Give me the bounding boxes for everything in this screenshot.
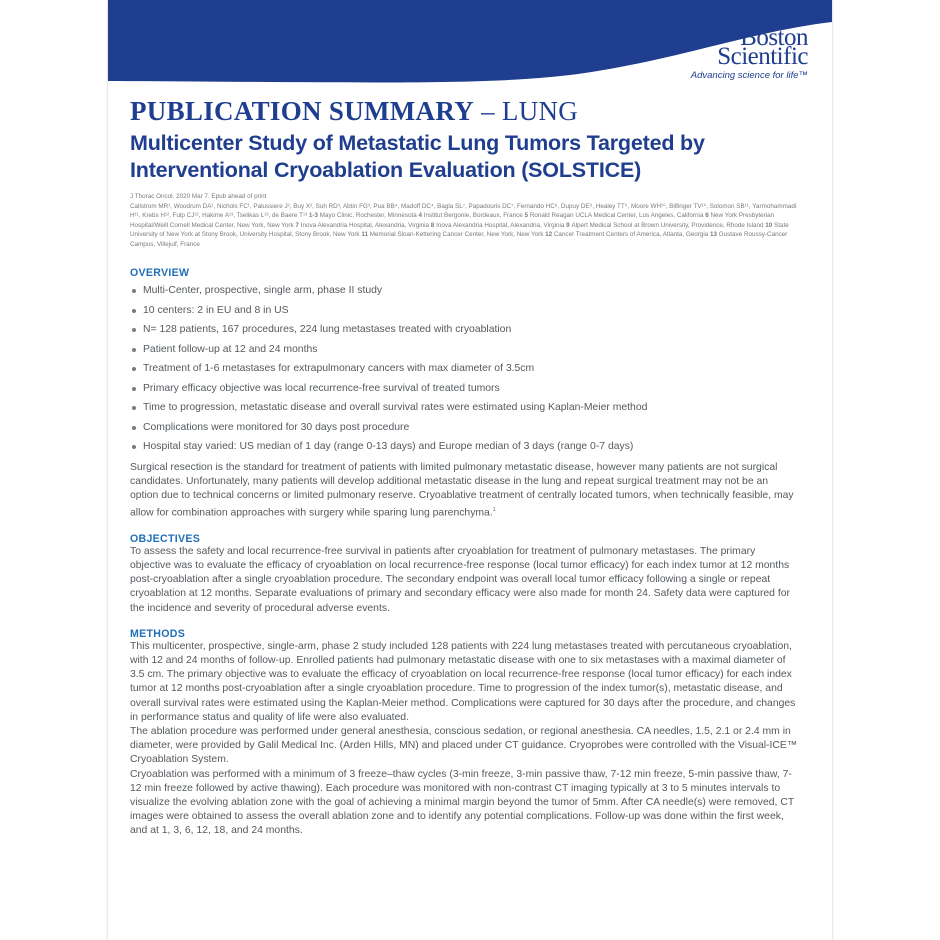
methods-paragraph: Cryoablation was performed with a minimum of 3 freeze–thaw cycles (3-min freeze, 3-min passive thaw, 7-12 min freeze, 5-min passive thaw, 7-12 min freeze followed by active thawing). Each procedure was monitored with non-contrast CT imaging typically at 3 to 5 minutes intervals to visualize the evolving ablation zone with the goal of achieving a minimal margin beyond the tumor of 5mm. After CA needle(s) were removed, CT images were obtained to assess the overall ablation zone and to identify any potential complications. Follow-up was done within the first week, and at 1, 3, 6, 12, 18, and 24 months. <box>130 768 794 837</box>
affiliation-text: Cancer Treatment Centers of America, Atlanta, Georgia <box>553 231 709 238</box>
overview-bullet-list <box>130 285 798 453</box>
summary-label-strong: PUBLICATION SUMMARY <box>130 96 475 126</box>
author-affiliations <box>130 202 798 250</box>
methods-paragraph: The ablation procedure was performed under general anesthesia, conscious sedation, or regional anesthesia. CA needles, 1.5, 2.1 or 2.4 mm in diameter, were provided by Galil Medical Inc. (Arden Hills, MN) and placed under CT guidance. Cryoprobes were controlled with the Visual-ICE™ Cryoablation System. <box>130 726 798 766</box>
affiliation-number: 4 <box>416 212 424 219</box>
logo-wordmark-line2: Scientific <box>717 43 808 70</box>
affiliation-number: 8 <box>429 221 437 229</box>
affiliation-number: 12 <box>543 231 554 238</box>
list-item: Complications were monitored for 30 days post procedure <box>130 422 798 434</box>
affiliation-text: State University of New York at Stony Brook, University Hospital, Stony Brook, New York <box>130 221 789 238</box>
affiliation-text: Inova Alexandria Hospital, Alexandria, Virginia <box>436 221 565 229</box>
objectives-paragraph: To assess the safety and local recurrence-free survival in patients after cryoablation for treatment of pulmonary metastases. The primary objective was to evaluate the efficacy of cryoablation on local recurrence-free response (local tumor efficacy) for each index tumor at 12 months post-cryoablation after a single cryoablation procedure. The secondary endpoint was overall local tumor efficacy following a single or repeat cryoablation at 12 months. Separate evaluations of primary and secondary efficacy were also made for month 24. Safety data were captured for the incidence and severity of procedural adverse events. <box>130 545 790 614</box>
affiliation-text: Gustave Roussy-Cancer Campus, Villejuif, France <box>130 231 788 248</box>
list-item: Patient follow-up at 12 and 24 months <box>130 344 798 356</box>
list-item: Time to progression, metastatic disease and overall survival rates were estimated using Kaplan-Meier method <box>130 402 798 414</box>
affiliation-number: 5 <box>522 212 530 219</box>
list-item: Multi-Center, prospective, single arm, phase II study <box>130 285 798 297</box>
methods-paragraph: This multicenter, prospective, single-arm, phase 2 study included 128 patients with 224 lung metastases treated with percutaneous cryoablation, with 12 and 24 months of follow-up. Enrolled patients had pulmonary metastatic disease with one to six metastases with a maximal diameter of 3.5 cm. The primary objective was to evaluate the efficacy of cryoablation on local recurrence-free response (local tumor efficacy) for each index tumor at 12 months post-cryoablation after a single cryoablation procedure. Time to progression of the index tumor(s), metastatic disease, and overall survival rates were estimated using the Kaplan-Meier method. Complications were captured for 30 days after the procedure, and changes in performance status and quality of life were also evaluated. <box>130 640 796 723</box>
affiliation-number: 11 <box>359 231 370 238</box>
content <box>130 94 798 839</box>
logo-tagline: Advancing science for life™ <box>690 70 808 81</box>
summary-label-topic: – LUNG <box>474 96 579 126</box>
affiliation-number: 9 <box>564 221 572 229</box>
list-item: Hospital stay varied: US median of 1 day (range 0-13 days) and Europe median of 3 days (range 0-7 days) <box>130 441 798 453</box>
affiliation-text: Ronald Reagan UCLA Medical Center, Los Angeles, California <box>529 212 704 219</box>
journal-citation: J Thorac Oncol. 2020 Mar 7. Epub ahead of print <box>130 193 267 200</box>
author-list: Callstrom MR¹, Woodrum DA¹, Nichols FC¹, Palussiere J², Buy X², Suh RD³, Abtin FG³, Pua BB⁴, Madoff DC⁴, Bagla SL⁷, Papadouris DC⁷, Fernando HC⁸, Dupuy DE⁹, Healey TT⁹, Moore WH¹⁰, Bilfinger TV¹⁰, Solomon SB¹¹, Yarmohammadi H¹¹, Krebs H¹², Fulp CJ¹², Hakime A¹³, Tselikas L¹³, de Baere T¹³ <box>130 202 797 219</box>
list-item: Primary efficacy objective was local recurrence-free survival of treated tumors <box>130 383 798 395</box>
study-title: Multicenter Study of Metastatic Lung Tumors Targeted by Interventional Cryoablation Evaluation (SOLSTICE) <box>130 131 705 182</box>
list-item: N= 128 patients, 167 procedures, 224 lung metastases treated with cryoablation <box>130 324 798 336</box>
affiliation-text: New York Presbyterian Hospital/Weill Cornell Medical Center, New York, New York <box>130 212 775 229</box>
affiliation-text: Mayo Clinic, Rochester, Minnesota <box>319 212 417 219</box>
affiliation-number: 13 <box>708 231 719 238</box>
footnote-marker: 1 <box>492 507 496 514</box>
objectives-heading: OBJECTIVES <box>130 532 201 545</box>
affiliation-number: 1-3 <box>308 212 320 219</box>
affiliation-text: Alpert Medical School at Brown University, Providence, Rhode Island <box>571 221 764 229</box>
boston-scientific-logo <box>690 24 808 81</box>
document-page <box>108 0 832 940</box>
affiliation-number: 10 <box>763 221 774 229</box>
list-item: 10 centers: 2 in EU and 8 in US <box>130 305 798 317</box>
overview-paragraph <box>130 461 798 521</box>
overview-paragraph-text: Surgical resection is the standard for treatment of patients with limited pulmonary metastatic disease, however many patients are not surgical candidates. Unfortunately, many patients will develop additional metastatic disease in the lung and repeat surgical treatment may not be an option due to technical concerns or limited pulmonary reserve. Cryoablative treatment of centrally located tumors, when technically feasible, may allow for combination approaches with surgery while sparing lung parenchyma. <box>130 461 794 519</box>
publication-summary-label <box>130 94 798 128</box>
affiliation-text: Inova Alexandria Hospital, Alexandria, Virginia <box>300 221 430 229</box>
affiliation-number: 7 <box>293 221 301 229</box>
methods-heading: METHODS <box>130 627 186 640</box>
overview-heading: OVERVIEW <box>130 267 190 279</box>
affiliation-text: Institut Bergonie, Bordeaux, France <box>423 212 523 219</box>
affiliation-number: 6 <box>703 212 711 219</box>
list-item: Treatment of 1-6 metastases for extrapulmonary cancers with max diameter of 3.5cm <box>130 363 798 375</box>
logo-wordmark-line1: Boston <box>740 24 808 51</box>
affiliation-text: Memorial Sloan-Kettering Cancer Center, New York, New York <box>369 231 544 238</box>
